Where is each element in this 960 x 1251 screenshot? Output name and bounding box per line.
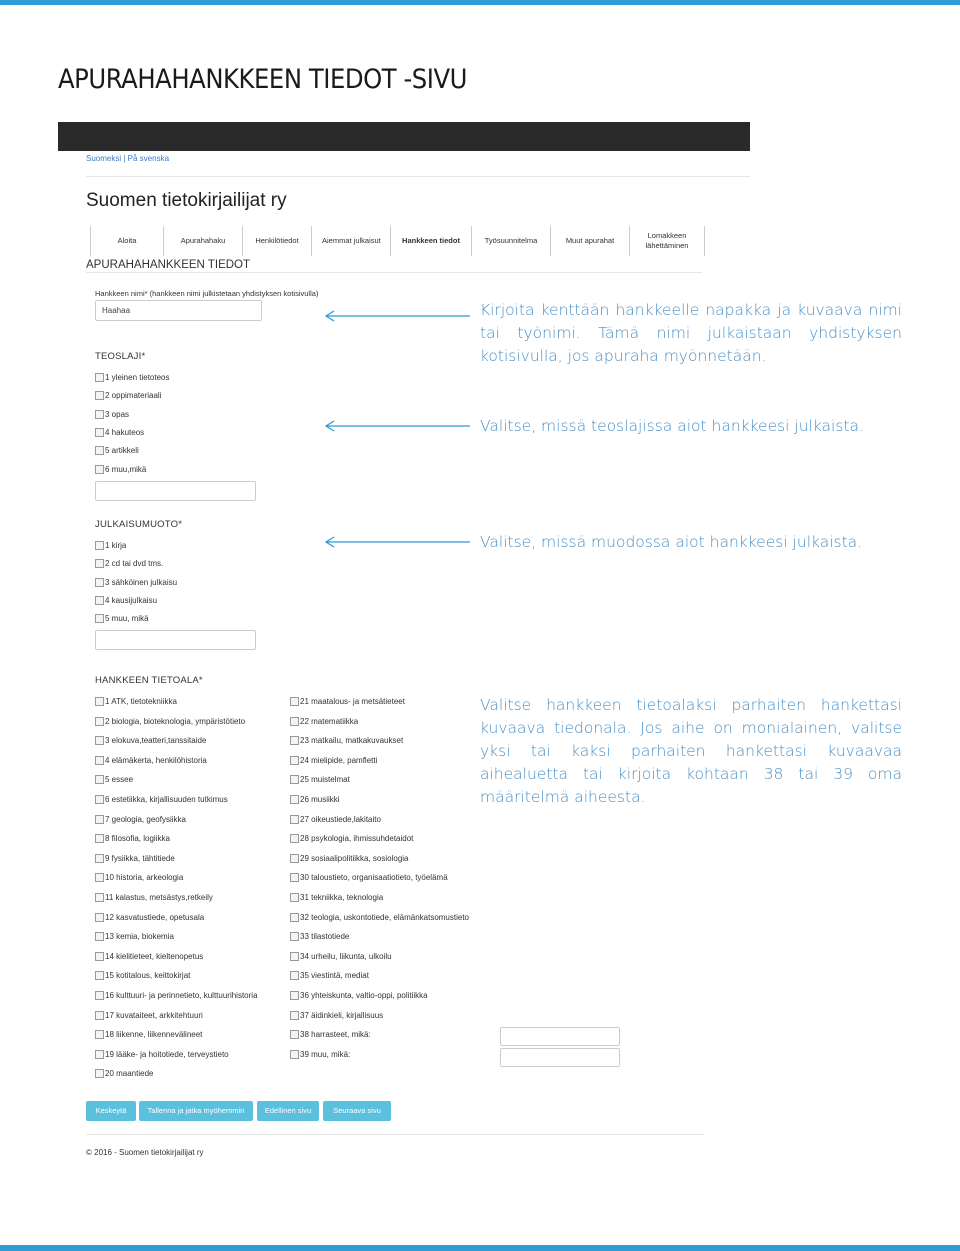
tietoala-option[interactable]: [290, 1011, 383, 1020]
checkbox[interactable]: [95, 578, 104, 587]
checkbox[interactable]: [95, 596, 104, 605]
tietoala-option[interactable]: [290, 775, 350, 784]
tietoala-option[interactable]: [95, 1069, 153, 1078]
tab-hankkeen-tiedot[interactable]: Hankkeen tiedot: [390, 226, 471, 256]
tietoala-option[interactable]: [95, 893, 213, 902]
checkbox-label: 32 teologia, uskontotiede, elämänkatsomustieto: [300, 912, 469, 922]
checkbox[interactable]: [290, 854, 299, 863]
checkbox[interactable]: [95, 717, 104, 726]
tietoala-option[interactable]: [290, 1030, 371, 1039]
checkbox-label: 20 maantiede: [105, 1069, 154, 1079]
checkbox-label: 16 kulttuuri- ja perinnetieto, kulttuurihistoria: [105, 991, 258, 1000]
checkbox-label: 8 filosofia, logiikka: [105, 834, 170, 844]
tietoala-option[interactable]: [95, 697, 177, 706]
checkbox[interactable]: [290, 717, 299, 726]
checkbox-label: 5 artikkeli: [105, 446, 139, 456]
tietoala-option[interactable]: [290, 717, 358, 726]
lang-separator: |: [121, 154, 128, 163]
next-page-button[interactable]: Seuraava sivu: [323, 1101, 391, 1121]
checkbox[interactable]: [290, 775, 299, 784]
tietoala-option[interactable]: [290, 756, 377, 765]
arrow-left-icon: [324, 536, 470, 548]
teoslaji-option[interactable]: [95, 465, 146, 474]
document-title: APURAHAHANKKEEN TIEDOT -SIVU: [58, 64, 467, 95]
checkbox[interactable]: [95, 614, 104, 623]
checkbox-label: 39 muu, mikä:: [300, 1049, 351, 1059]
checkbox[interactable]: [95, 1050, 104, 1059]
section-title: APURAHAHANKKEEN TIEDOT: [86, 259, 251, 271]
checkbox[interactable]: [290, 815, 299, 824]
checkbox[interactable]: [95, 446, 104, 455]
checkbox-label: 22 matematiikka: [300, 716, 359, 726]
checkbox-label: 2 oppimateriaali: [105, 391, 162, 401]
checkbox[interactable]: [290, 1030, 299, 1039]
arrow-left-icon: [324, 310, 470, 322]
tietoala-option[interactable]: [95, 991, 258, 1000]
checkbox-label: 31 tekniikka, teknologia: [300, 893, 384, 902]
tietoala-option[interactable]: [95, 971, 190, 980]
checkbox[interactable]: [290, 932, 299, 941]
footer-divider: [86, 1134, 704, 1135]
checkbox-label: 14 kielitieteet, kieltenopetus: [105, 951, 204, 961]
checkbox-label: 25 muistelmat: [300, 775, 350, 785]
tietoala-option[interactable]: [290, 697, 405, 706]
checkbox-label: 15 kotitalous, keittokirjat: [105, 971, 191, 981]
tietoala-option[interactable]: [95, 1030, 202, 1039]
tab-aloita[interactable]: Aloita: [90, 226, 163, 256]
note-project-name: Kirjoita kenttään hankkeelle napakka ja kuvaava nimi tai työnimi. Tämä nimi julkaistaan yhdistyksen kotisivulla, jos apuraha myönnetään.: [480, 301, 902, 365]
checkbox-label: 17 kuvataiteet, arkkitehtuuri: [105, 1010, 203, 1020]
tietoala-option[interactable]: [95, 932, 174, 941]
step-tabs: [90, 226, 705, 256]
checkbox-label: 35 viestintä, mediat: [300, 971, 369, 981]
checkbox-label: 36 yhteiskunta, valtio-oppi, politiikka: [300, 991, 428, 1000]
checkbox-label: 5 muu, mikä: [105, 614, 149, 624]
checkbox[interactable]: [95, 736, 104, 745]
checkbox-label: 11 kalastus, metsästys,retkeily: [105, 893, 213, 902]
tietoala-option[interactable]: [290, 834, 413, 843]
checkbox-label: 19 lääke- ja hoitotiede, terveystieto: [105, 1049, 229, 1059]
checkbox-label: 4 kausijulkaisu: [105, 595, 158, 605]
checkbox[interactable]: [95, 913, 104, 922]
teoslaji-other-input[interactable]: [95, 481, 256, 501]
tietoala-option[interactable]: [290, 893, 383, 902]
previous-page-button[interactable]: Edellinen sivu: [257, 1101, 319, 1121]
checkbox[interactable]: [290, 873, 299, 882]
tietoala-39-input[interactable]: [500, 1048, 620, 1067]
checkbox[interactable]: [95, 893, 104, 902]
checkbox[interactable]: [290, 1011, 299, 1020]
note-julkaisumuoto: Valitse, missä muodossa aiot hankkeesi julkaista.: [480, 533, 863, 551]
checkbox[interactable]: [95, 391, 104, 400]
teoslaji-option[interactable]: [95, 373, 170, 382]
tietoala-option[interactable]: [95, 854, 175, 863]
tietoala-option[interactable]: [95, 913, 204, 922]
checkbox[interactable]: [95, 373, 104, 382]
checkbox[interactable]: [95, 559, 104, 568]
tietoala-option[interactable]: [95, 795, 228, 804]
top-accent-stripe: [0, 0, 960, 5]
tietoala-option[interactable]: [290, 815, 381, 824]
checkbox[interactable]: [95, 465, 104, 474]
checkbox-label: 29 sosiaalipolitiikka, sosiologia: [300, 853, 409, 863]
footer-copyright: © 2016 - Suomen tietokirjailijat ry: [86, 1148, 204, 1157]
tietoala-title: HANKKEEN TIETOALA*: [95, 675, 203, 686]
checkbox-label: 33 tilastotiede: [300, 932, 350, 942]
tietoala-option[interactable]: [290, 1050, 350, 1059]
checkbox[interactable]: [290, 697, 299, 706]
checkbox-label: 26 musiikki: [300, 795, 340, 804]
checkbox[interactable]: [290, 795, 299, 804]
checkbox[interactable]: [95, 932, 104, 941]
note-teoslaji: Valitse, missä teoslajissa aiot hankkeesi julkaista.: [480, 417, 864, 435]
checkbox-label: 13 kemia, biokemia: [105, 932, 174, 942]
checkbox-label: 4 hakuteos: [105, 427, 145, 437]
note-tietoala: Valitse hankkeen tietoalaksi parhaiten hankettasi kuvaava tiedonala. Jos aihe on monialainen, valitse yksi tai kaksi parhaiten hankettasi kuvaavaa aihealuetta tai kirjoita kohtaan 38 tai 39 oma määritelmä aiheesta.: [480, 696, 902, 806]
checkbox[interactable]: [95, 1069, 104, 1078]
tietoala-option[interactable]: [95, 775, 133, 784]
tietoala-38-input[interactable]: [500, 1027, 620, 1046]
checkbox[interactable]: [95, 952, 104, 961]
teoslaji-option[interactable]: [95, 391, 161, 400]
checkbox-label: 34 urheilu, liikunta, ulkoilu: [300, 951, 392, 961]
checkbox-label: 6 estetiikka, kirjallisuuden tutkimus: [105, 795, 228, 804]
checkbox-label: 28 psykologia, ihmissuhdetaidot: [300, 834, 414, 844]
checkbox[interactable]: [290, 991, 299, 1000]
tietoala-option[interactable]: [290, 736, 403, 745]
checkbox[interactable]: [95, 1011, 104, 1020]
checkbox[interactable]: [95, 410, 104, 419]
teoslaji-option[interactable]: [95, 428, 144, 437]
tietoala-option[interactable]: [95, 873, 183, 882]
checkbox-label: 2 biologia, bioteknologia, ympäristötieto: [105, 716, 246, 726]
checkbox-label: 5 essee: [105, 775, 134, 785]
julkaisumuoto-option[interactable]: [95, 614, 149, 623]
julkaisumuoto-other-input[interactable]: [95, 630, 256, 650]
checkbox[interactable]: [95, 795, 104, 804]
checkbox-label: 9 fysiikka, tähtitiede: [105, 853, 175, 863]
checkbox-label: 21 maatalous- ja metsätieteet: [300, 697, 405, 706]
checkbox-label: 37 äidinkieli, kirjallisuus: [300, 1010, 384, 1020]
project-name-label: Hankkeen nimi* (hankkeen nimi julkistetaan yhdistyksen kotisivulla): [95, 289, 319, 298]
project-name-input[interactable]: Haahaa: [95, 300, 262, 321]
tietoala-option[interactable]: [290, 873, 448, 882]
tietoala-option[interactable]: [95, 1011, 203, 1020]
checkbox-label: 6 muu,mikä: [105, 464, 147, 474]
tietoala-option[interactable]: [290, 991, 428, 1000]
checkbox[interactable]: [290, 971, 299, 980]
checkbox[interactable]: [95, 834, 104, 843]
tietoala-option[interactable]: [290, 932, 349, 941]
checkbox-label: 27 oikeustiede,lakitaito: [300, 814, 381, 824]
julkaisumuoto-option[interactable]: [95, 541, 126, 550]
julkaisumuoto-title: JULKAISUMUOTO*: [95, 519, 183, 530]
julkaisumuoto-option[interactable]: [95, 578, 177, 587]
checkbox[interactable]: [95, 971, 104, 980]
checkbox[interactable]: [290, 913, 299, 922]
checkbox-label: 10 historia, arkeologia: [105, 873, 184, 883]
checkbox-label: 1 ATK, tietotekniikka: [105, 697, 177, 706]
checkbox-label: 12 kasvatustiede, opetusala: [105, 912, 205, 922]
tietoala-option[interactable]: [95, 952, 203, 961]
tab-lomakkeen-lahettaminen[interactable]: Lomakkeen lähettäminen: [629, 226, 705, 256]
julkaisumuoto-option[interactable]: [95, 596, 157, 605]
checkbox[interactable]: [95, 756, 104, 765]
tietoala-option[interactable]: [95, 815, 186, 824]
checkbox-label: 7 geologia, geofysiikka: [105, 814, 186, 824]
tab-henkilotiedot[interactable]: Henkilötiedot: [242, 226, 311, 256]
checkbox[interactable]: [95, 775, 104, 784]
checkbox[interactable]: [95, 854, 104, 863]
checkbox[interactable]: [290, 834, 299, 843]
tietoala-option[interactable]: [290, 854, 409, 863]
checkbox[interactable]: [95, 873, 104, 882]
checkbox[interactable]: [290, 952, 299, 961]
cancel-button[interactable]: Keskeytä: [86, 1101, 136, 1121]
tietoala-option[interactable]: [290, 952, 392, 961]
tietoala-option[interactable]: [95, 1050, 229, 1059]
checkbox-label: 1 yleinen tietoteos: [105, 373, 170, 382]
checkbox-label: 3 opas: [105, 409, 130, 419]
tietoala-option[interactable]: [290, 913, 469, 922]
checkbox[interactable]: [290, 1050, 299, 1059]
arrow-left-icon: [324, 420, 470, 432]
lang-finnish-link[interactable]: Suomeksi: [86, 154, 122, 163]
checkbox[interactable]: [95, 1030, 104, 1039]
tietoala-option[interactable]: [290, 795, 340, 804]
checkbox[interactable]: [95, 815, 104, 824]
checkbox[interactable]: [290, 756, 299, 765]
save-later-button[interactable]: Tallenna ja jatka myöhemmin: [139, 1101, 253, 1121]
header-divider: [86, 176, 750, 177]
tietoala-option[interactable]: [95, 717, 245, 726]
teoslaji-option[interactable]: [95, 446, 139, 455]
julkaisumuoto-option[interactable]: [95, 559, 163, 568]
tab-aiemmat-julkaisut[interactable]: Aiemmat julkaisut: [311, 226, 390, 256]
checkbox-label: 2 cd tai dvd tms.: [105, 559, 164, 569]
checkbox-label: 4 elämäkerta, henkilöhistoria: [105, 755, 207, 765]
tab-tyosuunnitelma[interactable]: Työsuunnitelma: [471, 226, 550, 256]
teoslaji-option[interactable]: [95, 410, 129, 419]
tietoala-option[interactable]: [290, 971, 369, 980]
screenshot-top-bar: [58, 122, 750, 151]
organization-name: Suomen tietokirjailijat ry: [86, 190, 287, 211]
checkbox-label: 23 matkailu, matkakuvaukset: [300, 736, 404, 746]
teoslaji-title: TEOSLAJI*: [95, 351, 146, 362]
tietoala-option[interactable]: [95, 756, 207, 765]
language-switcher: [86, 154, 169, 163]
checkbox[interactable]: [95, 697, 104, 706]
section-divider: [86, 272, 702, 273]
checkbox-label: 18 liikenne, liikennevälineet: [105, 1030, 203, 1040]
checkbox[interactable]: [95, 991, 104, 1000]
checkbox-label: 30 taloustieto, organisaatiotieto, työelämä: [300, 873, 448, 883]
checkbox-label: 1 kirja: [105, 541, 127, 550]
checkbox-label: 24 mielipide, pamfletti: [300, 755, 378, 765]
tietoala-option[interactable]: [95, 834, 170, 843]
checkbox[interactable]: [290, 736, 299, 745]
lang-swedish-link[interactable]: På svenska: [127, 154, 170, 163]
tietoala-option[interactable]: [95, 736, 206, 745]
checkbox-label: 3 sähköinen julkaisu: [105, 577, 178, 587]
checkbox[interactable]: [290, 893, 299, 902]
bottom-accent-stripe: [0, 1245, 960, 1251]
checkbox[interactable]: [95, 541, 104, 550]
tab-muut-apurahat[interactable]: Muut apurahat: [550, 226, 629, 256]
checkbox-label: 3 elokuva,teatteri,tanssitaide: [105, 736, 207, 746]
tab-apurahahaku[interactable]: Apurahahaku: [163, 226, 242, 256]
checkbox-label: 38 harrasteet, mikä:: [300, 1030, 371, 1040]
checkbox[interactable]: [95, 428, 104, 437]
